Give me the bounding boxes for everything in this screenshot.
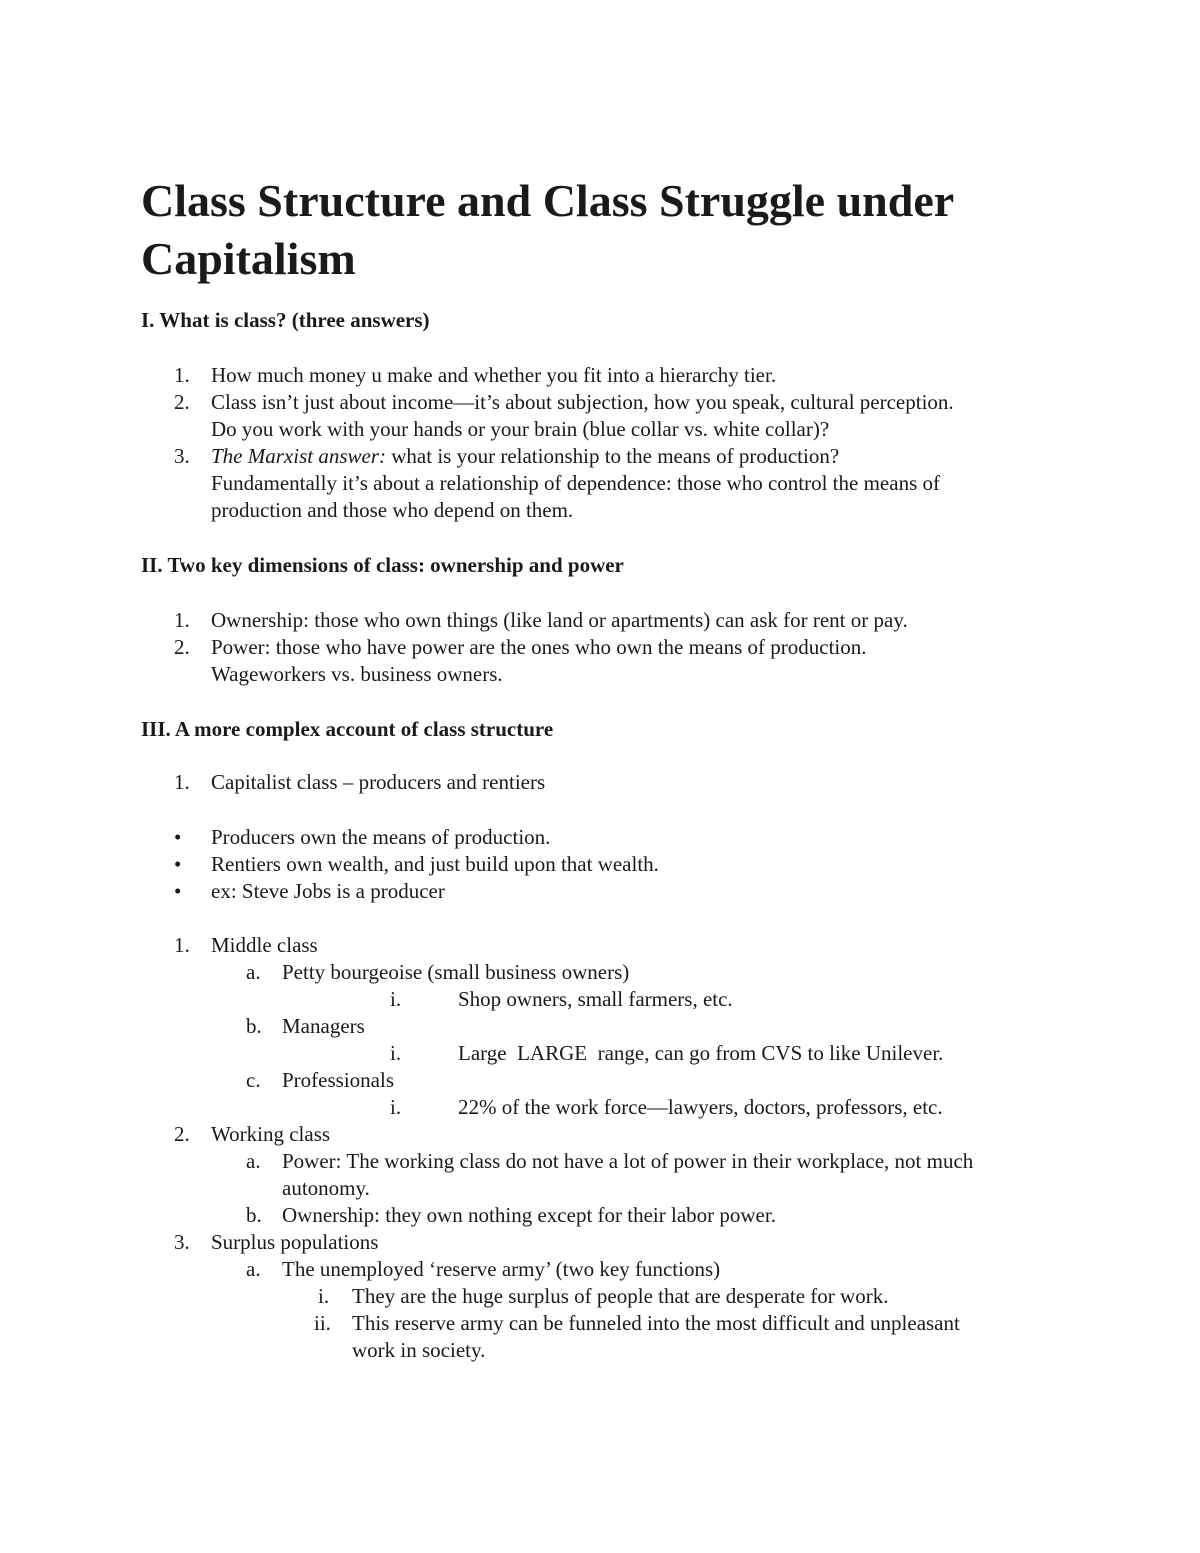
- sublist-marker: b.: [246, 1014, 262, 1038]
- list-item-text: Surplus populations: [211, 1230, 379, 1254]
- list-marker: 2.: [174, 635, 190, 659]
- list-item-text: [211, 443, 839, 470]
- sublist-item-text: Petty bourgeoise (small business owners): [282, 960, 630, 984]
- section-1-heading: I. What is class? (three answers): [141, 308, 430, 332]
- subsublist-item-text: work in society.: [352, 1338, 486, 1362]
- subsublist-marker: i.: [390, 1041, 402, 1065]
- list-item-text: Capitalist class – producers and rentiers: [211, 770, 546, 794]
- list-marker: 2.: [174, 390, 190, 414]
- sublist-item-text: Power: The working class do not have a lot of power in their workplace, not much: [282, 1149, 974, 1173]
- list-marker: 2.: [174, 1122, 190, 1146]
- list-item-text: production and those who depend on them.: [211, 498, 574, 522]
- list-item-text: Fundamentally it’s about a relationship of dependence: those who control the means of: [211, 471, 940, 495]
- list-item-text: How much money u make and whether you fit into a hierarchy tier.: [211, 363, 777, 387]
- sublist-item-text: Managers: [282, 1014, 365, 1038]
- list-marker: 1.: [174, 933, 190, 957]
- list-item-text-rest: what is your relationship to the means of production?: [386, 444, 840, 468]
- sublist-item-text: autonomy.: [282, 1176, 370, 1200]
- subsublist-marker: i.: [390, 987, 402, 1011]
- subsublist-item-text: Shop owners, small farmers, etc.: [458, 987, 733, 1011]
- bullet-marker: •: [174, 825, 182, 849]
- list-item-text: Do you work with your hands or your brain (blue collar vs. white collar)?: [211, 417, 830, 441]
- subsublist-item-text: This reserve army can be funneled into the most difficult and unpleasant: [352, 1311, 960, 1335]
- list-item-text: Working class: [211, 1122, 331, 1146]
- bullet-marker: •: [174, 852, 182, 876]
- bullet-item-text: Producers own the means of production.: [211, 825, 551, 849]
- list-item-text: Class isn’t just about income—it’s about subjection, how you speak, cultural perception.: [211, 390, 954, 414]
- sublist-item-text: Professionals: [282, 1068, 394, 1092]
- subsublist-marker: i.: [390, 1095, 402, 1119]
- subsublist-item-text: They are the huge surplus of people that are desperate for work.: [352, 1284, 889, 1308]
- sublist-item-text: The unemployed ‘reserve army’ (two key functions): [282, 1257, 721, 1281]
- sublist-marker: b.: [246, 1203, 262, 1227]
- sublist-marker: a.: [246, 960, 261, 984]
- sublist-item-text: Ownership: they own nothing except for their labor power.: [282, 1203, 776, 1227]
- subsublist-marker: i.: [318, 1284, 330, 1308]
- section-3-heading: III. A more complex account of class structure: [141, 717, 554, 741]
- sublist-marker: a.: [246, 1149, 261, 1173]
- list-marker: 1.: [174, 363, 190, 387]
- bullet-item-text: Rentiers own wealth, and just build upon that wealth.: [211, 852, 659, 876]
- subsublist-marker: ii.: [314, 1311, 331, 1335]
- subsublist-item-text: Large LARGE range, can go from CVS to like Unilever.: [458, 1041, 944, 1065]
- sublist-marker: a.: [246, 1257, 261, 1281]
- marxist-answer-emphasis: The Marxist answer:: [211, 444, 386, 468]
- list-item-text: Ownership: those who own things (like land or apartments) can ask for rent or pay.: [211, 608, 908, 632]
- list-marker: 3.: [174, 444, 190, 468]
- section-2-heading: II. Two key dimensions of class: ownership and power: [141, 553, 624, 577]
- document-title: Class Structure and Class Struggle under Capitalism: [141, 175, 954, 284]
- list-item-text: Power: those who have power are the ones who own the means of production.: [211, 635, 867, 659]
- subsublist-item-text: 22% of the work force—lawyers, doctors, professors, etc.: [458, 1095, 943, 1119]
- sublist-marker: c.: [246, 1068, 261, 1092]
- bullet-item-text: ex: Steve Jobs is a producer: [211, 879, 445, 903]
- list-item-text: Wageworkers vs. business owners.: [211, 662, 503, 686]
- list-marker: 1.: [174, 770, 190, 794]
- list-item-text: Middle class: [211, 933, 318, 957]
- list-marker: 1.: [174, 608, 190, 632]
- bullet-marker: •: [174, 879, 182, 903]
- list-marker: 3.: [174, 1230, 190, 1254]
